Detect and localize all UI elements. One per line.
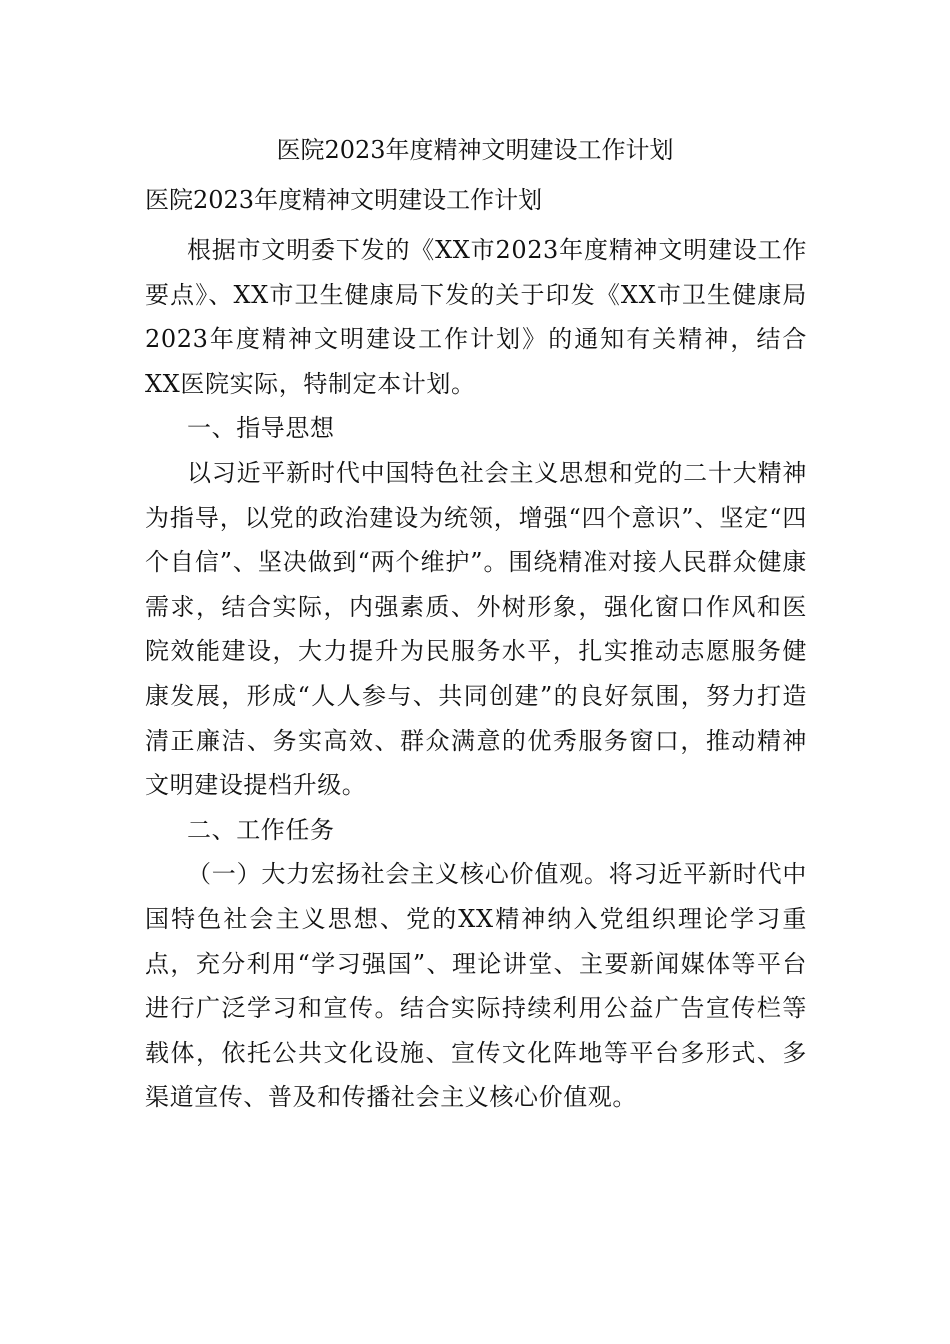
document-body [145, 228, 807, 1120]
guiding-ideology-paragraph: 以习近平新时代中国特色社会主义思想和党的二十大精神为指导，以党的政治建设为统领，增强“四个意识”、坚定“四个自信”、坚决做到“两个维护”。围绕精准对接人民群众健康需求，结合实际，内强素质、外树形象，强化窗口作风和医院效能建设，大力提升为民服务水平，扎实推动志愿服务健康发展，形成“人人参与、共同创建”的良好氛围，努力打造清正廉洁、务实高效、群众满意的优秀服务窗口，推动精神文明建设提档升级。 [145, 458, 807, 800]
document-subtitle: 医院2023年度精神文明建设工作计划 [145, 186, 543, 214]
section-heading-guiding-ideology: 一、指导思想 [187, 414, 335, 443]
document-title: 医院2023年度精神文明建设工作计划 [276, 136, 674, 164]
work-task-1-paragraph: （一）大力宏扬社会主义核心价值观。将习近平新时代中国特色社会主义思想、党的XX精神纳入党组织理论学习重点，充分利用“学习强国”、理论讲堂、主要新闻媒体等平台进行广泛学习和宣传。结合实际持续利用公益广告宣传栏等载体，依托公共文化设施、宣传文化阵地等平台多形式、多渠道宣传、普及和传播社会主义核心价值观。 [145, 860, 807, 1112]
intro-paragraph: 根据市文明委下发的《XX市2023年度精神文明建设工作要点》、XX市卫生健康局下发的关于印发《XX市卫生健康局2023年度精神文明建设工作计划》的通知有关精神，结合XX医院实际，特制定本计划。 [145, 236, 807, 398]
section-heading-work-tasks: 二、工作任务 [187, 815, 335, 844]
